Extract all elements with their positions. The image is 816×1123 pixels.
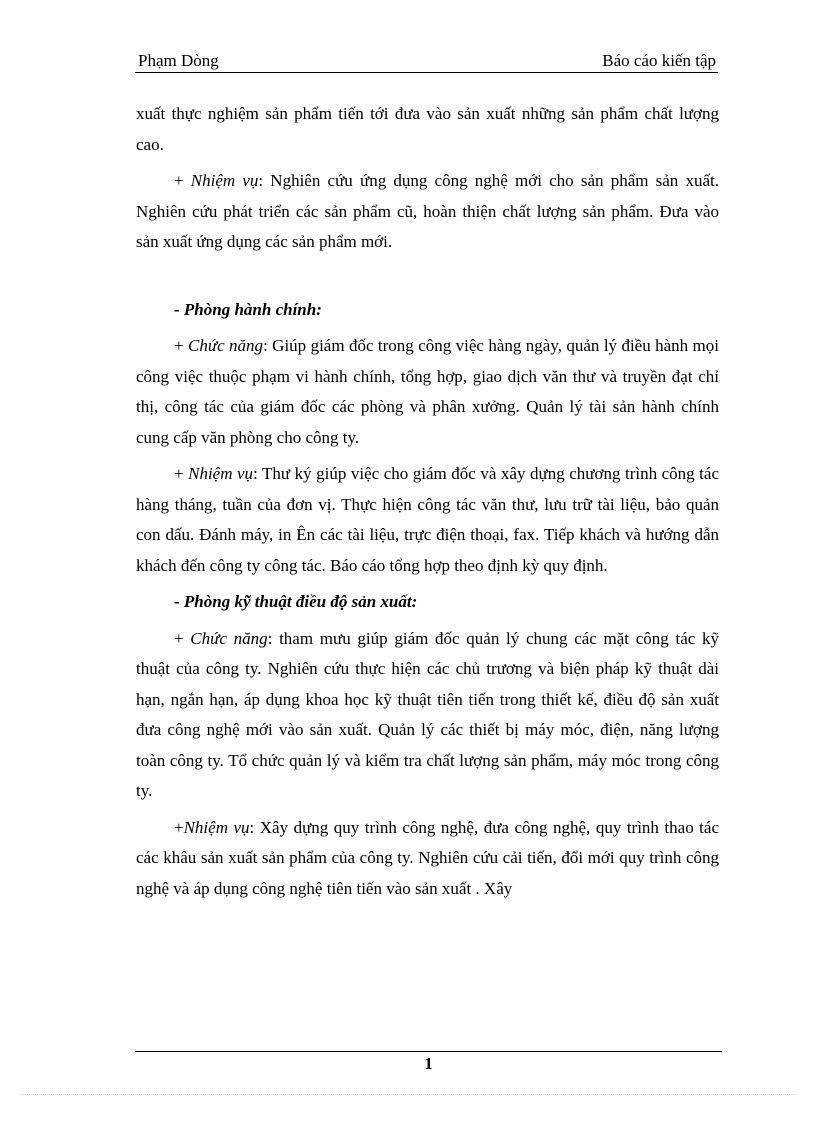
header-author: Phạm Dòng [138, 51, 219, 70]
technical-function-label: Chức năng [190, 628, 268, 648]
admin-task-paragraph: + Nhiệm vụ: Thư ký giúp việc cho giám đốc và xây dựng chương trình công tác hàng tháng, tuần của đơn vị. Thực hiện công tác văn thư, lưu trữ tài liệu, bảo quản con dấu. Đánh máy, in Ên các tài liệu, trực điện thoại, fax. Tiếp khách và hướng dẫn khách đến công ty công tác. Báo cáo tổng hợp theo định kỳ quy định. [136, 464, 719, 575]
admin-function-paragraph: + Chức năng: Giúp giám đốc trong công việc hàng ngày, quản lý điều hành mọi công việc thuộc phạm vi hành chính, tổng hợp, giao dịch văn thư và truyền đạt chỉ thị, công tác của giám đốc các phòng và phân xưởng. Quản lý tài sản hành chính cung cấp văn phòng cho công ty. [136, 336, 720, 447]
technical-function-text: : tham mưu giúp giám đốc quản lý chung các mặt công tác kỹ thuật của công ty. Nghiên cứu thực hiện các chủ trương và biện pháp kỹ thuật dài hạn, ngắn hạn, áp dụng khoa học kỹ thuật tiên tiến trong thiết kế, điều độ sản xuất đưa công nghệ mới vào sản xuất. Quản lý các thiết bị máy móc, điện, năng lượng toàn công ty. Tổ chức quản lý và kiểm tra chất lượng sản phẩm, máy móc trong công ty. [136, 628, 719, 800]
intro-continuation-paragraph: xuất thực nghiệm sản phẩm tiến tới đưa vào sản xuất những sản phẩm chất lượng cao. [136, 104, 719, 154]
admin-task-label: Nhiệm vụ [188, 464, 254, 483]
technical-heading: - Phòng kỹ thuật điều độ sản xuất: [174, 592, 418, 611]
header-title: Báo cáo kiến tập [602, 51, 716, 70]
technical-task-text: : Xây dựng quy trình công nghệ, đưa công nghệ, quy trình thao tác các khâu sản xuất sản phẩm của công ty. Nghiên cứu cải tiến, đổi mới quy trình công nghệ và áp dụng công nghệ tiên tiến vào sản xuất . Xây [136, 817, 719, 898]
admin-heading: - Phòng hành chính: [174, 299, 322, 319]
technical-function-paragraph: + Chức năng: tham mưu giúp giám đốc quản lý chung các mặt công tác kỹ thuật của công ty. Nghiên cứu thực hiện các chủ trương và biện pháp kỹ thuật dài hạn, ngắn hạn, áp dụng khoa học kỹ thuật tiên tiến trong thiết kế, điều độ sản xuất đưa công nghệ mới vào sản xuất. Quản lý các thiết bị máy móc, điện, năng lượng toàn công ty. Tổ chức quản lý và kiểm tra chất lượng sản phẩm, máy móc trong công ty. [136, 628, 719, 800]
intro-task-label: Nhiệm vụ [190, 171, 259, 190]
document-body [136, 99, 719, 910]
page-header [135, 50, 718, 73]
intro-task-paragraph: + Nhiệm vụ: Nghiên cứu ứng dụng công nghệ mới cho sản phẩm sản xuất. Nghiên cứu phát triển các sản phẩm cũ, hoàn thiện chất lượng sản phẩm. Đưa vào sản xuất ứng dụng các sản phẩm mới. [136, 171, 719, 251]
footer-divider [135, 1051, 722, 1052]
page-number: 1 [424, 1054, 433, 1073]
technical-task-label: Nhiệm vụ [183, 817, 250, 837]
admin-function-text: : Giúp giám đốc trong công việc hàng ngày, quản lý điều hành mọi công việc thuộc phạm vi hành chính, tổng hợp, giao dịch văn thư và truyền đạt chỉ thị, công tác của giám đốc các phòng và phân xưởng. Quản lý tài sản hành chính cung cấp văn phòng cho công ty. [136, 336, 720, 447]
technical-task-paragraph: +Nhiệm vụ: Xây dựng quy trình công nghệ, đưa công nghệ, quy trình thao tác các khâu sản xuất sản phẩm của công ty. Nghiên cứu cải tiến, đổi mới quy trình công nghệ và áp dụng công nghệ tiên tiến vào sản xuất . Xây [136, 817, 719, 898]
admin-function-label: Chức năng [188, 336, 264, 355]
page-bottom-edge [20, 1094, 796, 1095]
admin-task-text: : Thư ký giúp việc cho giám đốc và xây dựng chương trình công tác hàng tháng, tuần của đơn vị. Thực hiện công tác văn thư, lưu trữ tài liệu, bảo quản con dấu. Đánh máy, in Ên các tài liệu, trực điện thoại, fax. Tiếp khách và hướng dẫn khách đến công ty công tác. Báo cáo tổng hợp theo định kỳ quy định. [136, 464, 719, 575]
intro-task-text: : Nghiên cứu ứng dụng công nghệ mới cho sản phẩm sản xuất. Nghiên cứu phát triển các sản phẩm cũ, hoàn thiện chất lượng sản phẩm. Đưa vào sản xuất ứng dụng các sản phẩm mới. [136, 171, 719, 251]
